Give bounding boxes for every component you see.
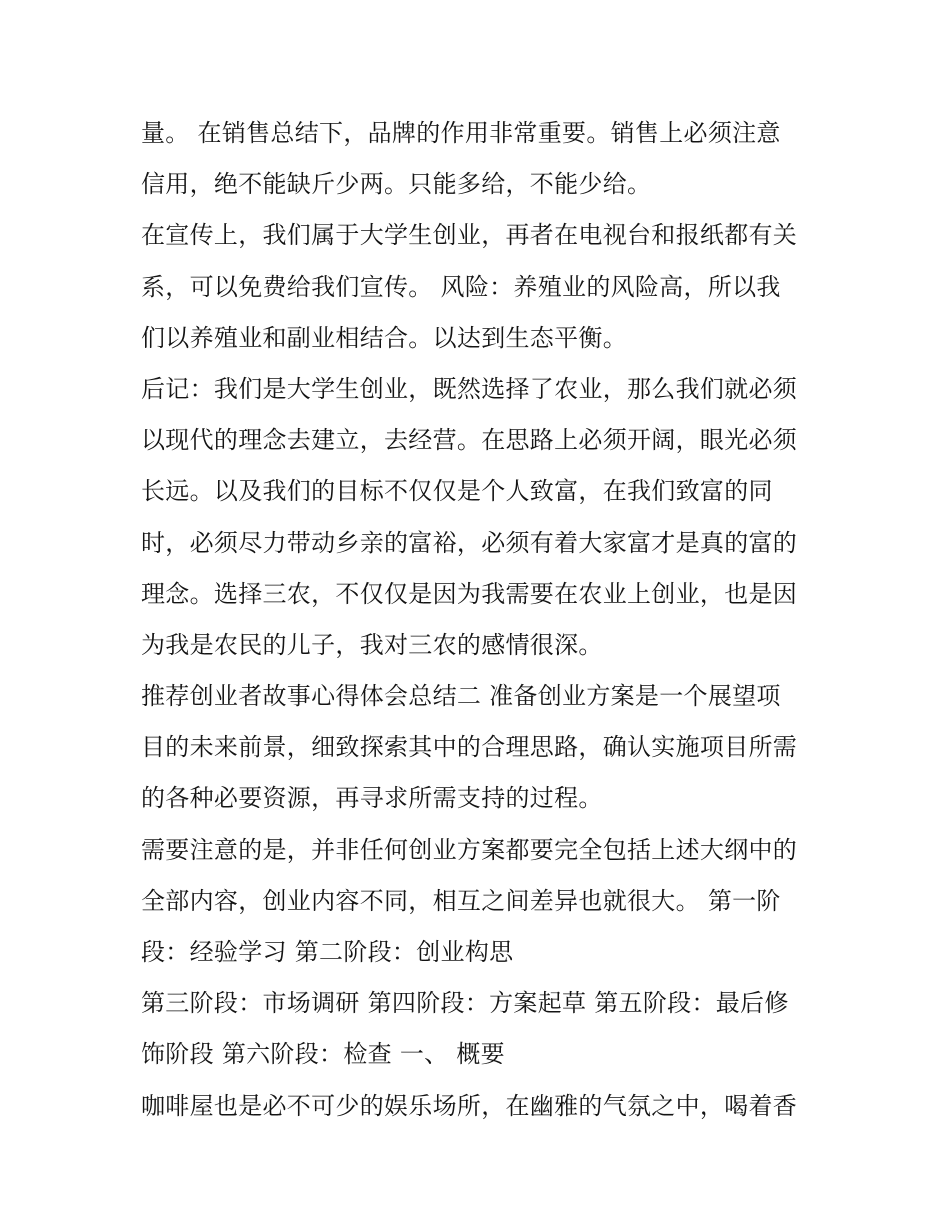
text-line: 需要注意的是，并非任何创业方案都要完全包括上述大纲中的 (141, 835, 798, 864)
text-line: 在宣传上，我们属于大学生创业，再者在电视台和报纸都有关 (141, 221, 798, 250)
text-line: 第三阶段：市场调研 第四阶段：方案起草 第五阶段：最后修 (141, 989, 789, 1018)
text-line: 推荐创业者故事心得体会总结二 准备创业方案是一个展望项 (141, 682, 781, 711)
text-line: 目的未来前景，细致探索其中的合理思路，确认实施项目所需 (141, 733, 798, 762)
text-line: 饰阶段 第六阶段：检查 一、 概要 (141, 1040, 505, 1069)
text-line: 量。 在销售总结下，品牌的作用非常重要。销售上必须注意 (141, 119, 781, 147)
text-line: 们以养殖业和副业相结合。以达到生态平衡。 (141, 323, 627, 352)
text-line: 的各种必要资源，再寻求所需支持的过程。 (141, 784, 603, 813)
text-line: 为我是农民的儿子，我对三农的感情很深。 (141, 630, 603, 659)
text-line: 理念。选择三农，不仅仅是因为我需要在农业上创业，也是因 (141, 579, 798, 608)
text-line: 时，必须尽力带动乡亲的富裕，必须有着大家富才是真的富的 (141, 528, 798, 557)
text-line: 段：经验学习 第二阶段：创业构思 (141, 938, 514, 966)
text-line: 信用，绝不能缺斤少两。只能多给，不能少给。 (141, 170, 652, 199)
text-line: 长远。以及我们的目标不仅仅是个人致富，在我们致富的同 (141, 477, 773, 506)
text-line: 系，可以免费给我们宣传。 风险：养殖业的风险高，所以我 (141, 272, 781, 301)
text-line: 后记：我们是大学生创业，既然选择了农业，那么我们就必须 (141, 374, 798, 403)
text-line: 以现代的理念去建立，去经营。在思路上必须开阔，眼光必须 (141, 426, 798, 455)
text-line: 咖啡屋也是必不可少的娱乐场所，在幽雅的气氛之中，喝着香 (141, 1091, 798, 1120)
text-line: 全部内容，创业内容不同，相互之间差异也就很大。 第一阶 (141, 886, 781, 915)
document-body (141, 108, 831, 1132)
